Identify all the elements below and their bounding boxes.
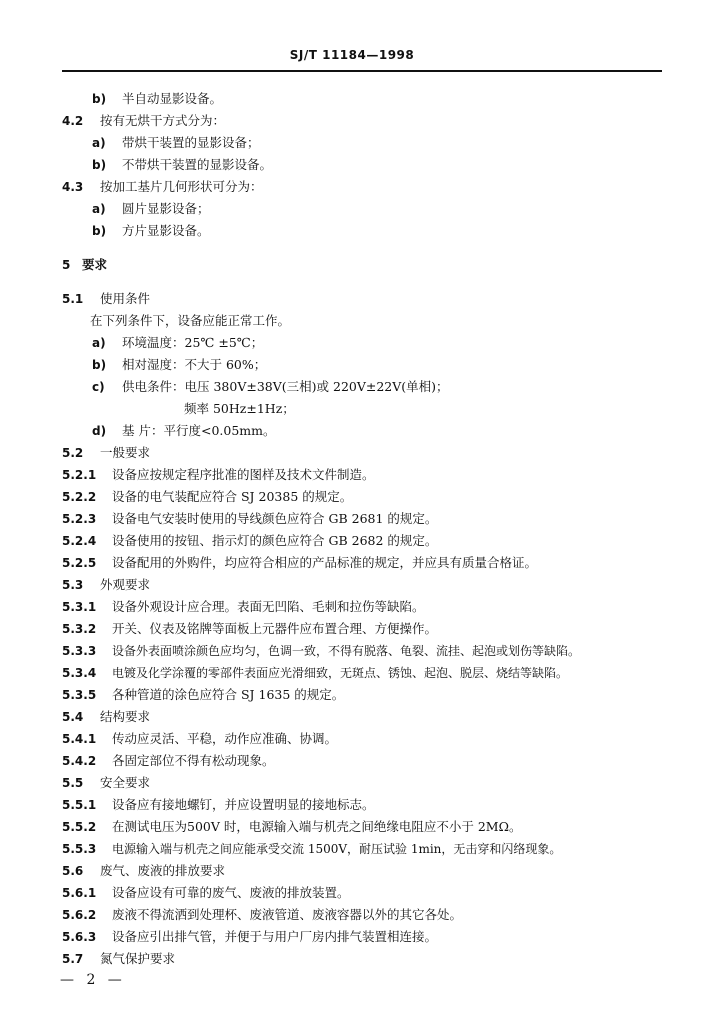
clause-number: 5.2.3 [62, 512, 97, 526]
clause-text: 在测试电压为500V 时，电源输入端与机壳之间绝缘电阻应不小于 2MΩ。 [112, 819, 522, 834]
item-text: 基 片：平行度<0.05mm。 [122, 423, 276, 438]
clause-number: 5.2.1 [62, 468, 97, 482]
clause-text: 设备应设有可靠的废气、废液的排放装置。 [112, 885, 350, 900]
clause-number: 5.3.4 [62, 666, 97, 680]
clause-text: 废液不得流洒到处理杯、废液管道、废液容器以外的其它各处。 [112, 907, 463, 922]
item-number: c) [92, 380, 105, 394]
item-number: a) [92, 202, 106, 216]
item-number: a) [92, 336, 106, 350]
clause-number: 5.4.2 [62, 754, 97, 768]
clause-text: 开关、仪表及铭牌等面板上元器件应布置合理、方便操作。 [112, 621, 438, 636]
clause-text: 氮气保护要求 [100, 951, 176, 966]
item-text: 环境温度：25℃ ±5℃； [122, 335, 264, 350]
clause-text: 设备应有接地螺钉，并应设置明显的接地标志。 [112, 797, 375, 812]
clause-number: 4.2 [62, 114, 84, 128]
item-text: 方片显影设备。 [122, 223, 210, 238]
item-text: 频率 50Hz±1Hz； [184, 401, 295, 416]
clause-text: 设备的电气装配应符合 SJ 20385 的规定。 [112, 489, 353, 504]
section-title: 要求 [82, 257, 108, 272]
standard-code-header: SJ/T 11184—1998 [289, 48, 415, 62]
clause-number: 5.3.5 [62, 688, 97, 702]
item-number: b) [92, 158, 107, 172]
clause-text: 一般要求 [100, 445, 151, 460]
clause-number: 5.5.1 [62, 798, 97, 812]
clause-text: 设备使用的按钮、指示灯的颜色应符合 GB 2682 的规定。 [112, 533, 438, 548]
clause-number: 5.5.2 [62, 820, 97, 834]
clause-number: 5.2.5 [62, 556, 97, 570]
clause-text: 废气、废液的排放要求 [100, 863, 226, 878]
item-text: 带烘干装置的显影设备； [122, 135, 260, 150]
paragraph-text: 在下列条件下，设备应能正常工作。 [90, 313, 291, 328]
item-number: b) [92, 224, 107, 238]
item-number: a) [92, 136, 106, 150]
clause-text: 电镀及化学涂覆的零部件表面应光滑细致，无斑点、锈蚀、起泡、脱层、烧结等缺陷。 [112, 666, 569, 680]
clause-number: 5.4.1 [62, 732, 97, 746]
clause-text: 各种管道的涂色应符合 SJ 1635 的规定。 [112, 687, 345, 702]
clause-text: 电源输入端与机壳之间应能承受交流 1500V，耐压试验 1min，无击穿和闪络现象。 [112, 842, 562, 856]
clause-text: 结构要求 [100, 709, 151, 724]
clause-text: 设备配用的外购件，均应符合相应的产品标准的规定，并应具有质量合格证。 [112, 555, 538, 570]
clause-number: 5.6.2 [62, 908, 97, 922]
clause-text: 外观要求 [100, 577, 151, 592]
clause-number: 5.5.3 [62, 842, 97, 856]
clause-number: 5.5 [62, 776, 84, 790]
clause-number: 5.1 [62, 292, 84, 306]
clause-text: 传动应灵活、平稳，动作应准确、协调。 [112, 731, 338, 746]
clause-text: 使用条件 [100, 291, 151, 306]
clause-text: 按加工基片几何形状可分为： [100, 179, 263, 194]
header-rule [62, 70, 662, 72]
clause-text: 安全要求 [100, 775, 151, 790]
clause-text: 设备应按规定程序批准的图样及技术文件制造。 [112, 467, 375, 482]
clause-text: 按有无烘干方式分为： [100, 113, 226, 128]
item-text: 供电条件：电压 380V±38V(三相)或 220V±22V(单相)； [122, 379, 449, 394]
clause-number: 5.2 [62, 446, 84, 460]
clause-number: 5.6.1 [62, 886, 97, 900]
clause-text: 设备外表面喷涂颜色应均匀，色调一致，不得有脱落、龟裂、流挂、起泡或划伤等缺陷。 [112, 644, 581, 658]
item-text: 不带烘干装置的显影设备。 [122, 157, 273, 172]
clause-number: 5.6.3 [62, 930, 97, 944]
clause-text: 设备应引出排气管，并便于与用户厂房内排气装置相连接。 [112, 929, 438, 944]
clause-number: 5.3.1 [62, 600, 97, 614]
page-number: — 2 — [60, 972, 126, 988]
clause-number: 4.3 [62, 180, 84, 194]
clause-text: 各固定部位不得有松动现象。 [112, 753, 275, 768]
item-number: d) [92, 424, 107, 438]
item-number: b) [92, 92, 107, 106]
item-text: 半自动显影设备。 [122, 91, 223, 106]
clause-text: 设备电气安装时使用的导线颜色应符合 GB 2681 的规定。 [112, 511, 438, 526]
clause-number: 5.6 [62, 864, 84, 878]
clause-number: 5.2.2 [62, 490, 97, 504]
section-number: 5 [62, 258, 71, 272]
clause-number: 5.3.2 [62, 622, 97, 636]
item-number: b) [92, 358, 107, 372]
item-text: 相对湿度：不大于 60%； [122, 357, 267, 372]
clause-number: 5.2.4 [62, 534, 97, 548]
clause-number: 5.4 [62, 710, 84, 724]
clause-text: 设备外观设计应合理。表面无凹陷、毛刺和拉伤等缺陷。 [112, 599, 425, 614]
clause-number: 5.7 [62, 952, 84, 966]
item-text: 圆片显影设备； [122, 201, 210, 216]
clause-number: 5.3 [62, 578, 84, 592]
clause-number: 5.3.3 [62, 644, 97, 658]
